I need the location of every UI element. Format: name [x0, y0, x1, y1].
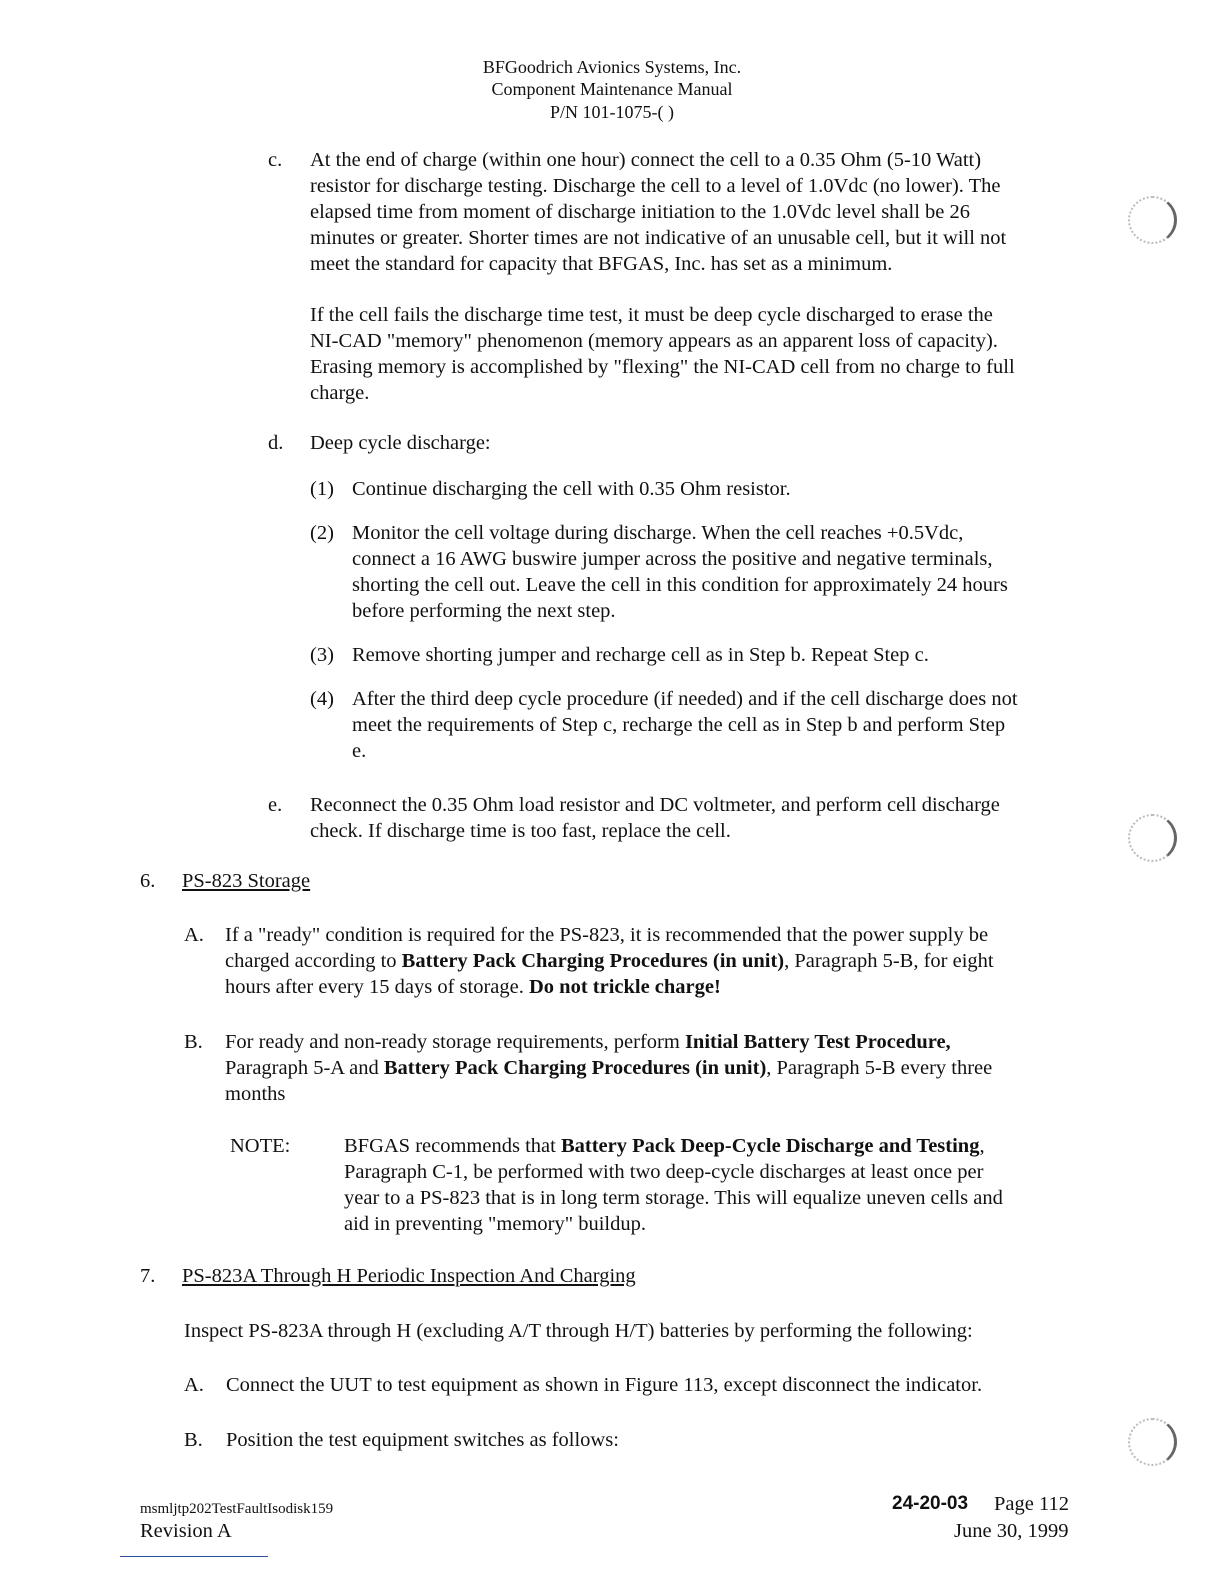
text-line: Paragraph C-1, be performed with two deep-cycle discharges at least once per: [344, 1161, 984, 1183]
warning-text: Do not trickle charge!: [528, 976, 721, 998]
text-line: connect a 16 AWG buswire jumper across the positive and negative terminals,: [352, 548, 993, 570]
procedure-reference: Battery Pack Charging Procedures (in unit): [401, 950, 785, 972]
section-6-a-text: [225, 922, 994, 1000]
text-line: For ready and non-ready storage requirements, perform Initial Battery Test Procedure,: [225, 1031, 951, 1053]
item-e-label: e.: [268, 794, 283, 816]
note-label: NOTE:: [230, 1135, 291, 1157]
text-line: NI-CAD "memory" phenomenon (memory appears as an apparent loss of capacity).: [310, 330, 998, 352]
section-7-b-text: Position the test equipment switches as follows:: [226, 1429, 619, 1451]
text-line: Erasing memory is accomplished by "flexing" the NI-CAD cell from no charge to full: [310, 356, 1015, 378]
item-d-text: Deep cycle discharge:: [310, 432, 491, 454]
section-6-number: 6.: [140, 870, 156, 892]
footer-date: June 30, 1999: [954, 1520, 1069, 1542]
text-line: e.: [352, 740, 367, 762]
text-line: Paragraph 5-A and Battery Pack Charging Procedures (in unit), Paragraph 5-B every three: [225, 1057, 993, 1079]
text-line: charged according to Battery Pack Charging Procedures (in unit), Paragraph 5-B, for eight: [225, 950, 994, 972]
step-3-text: [352, 642, 929, 668]
section-7-a-label: A.: [184, 1374, 204, 1396]
item-e-text: [310, 792, 1000, 844]
section-6-b-label: B.: [184, 1031, 203, 1053]
text-line: Remove shorting jumper and recharge cell as in Step b. Repeat Step c.: [352, 644, 929, 666]
header-manual-title: Component Maintenance Manual: [491, 79, 733, 99]
text-line: After the third deep cycle procedure (if needed) and if the cell discharge does not: [352, 688, 1018, 710]
step-4-number: (4): [310, 688, 334, 710]
text-line: months: [225, 1083, 286, 1105]
binder-hole-2: [1128, 814, 1177, 862]
text-line: shorting the cell out. Leave the cell in this condition for approximately 24 hours: [352, 574, 1008, 596]
procedure-reference: Initial Battery Test Procedure,: [684, 1031, 951, 1053]
step-3-number: (3): [310, 644, 334, 666]
section-6-a-label: A.: [184, 924, 204, 946]
section-7-a-text: Connect the UUT to test equipment as shown in Figure 113, except disconnect the indicator.: [226, 1374, 983, 1396]
text-line: before performing the next step.: [352, 600, 616, 622]
section-6-b-text: [225, 1029, 992, 1107]
text-line: If a "ready" condition is required for the PS-823, it is recommended that the power supply be: [225, 924, 989, 946]
binder-hole-1: [1128, 196, 1177, 244]
header-part-number: P/N 101-1075-( ): [550, 102, 674, 122]
section-7-intro: Inspect PS-823A through H (excluding A/T through H/T) batteries by performing the following:: [184, 1320, 973, 1342]
text-line: meet the requirements of Step c, recharge the cell as in Step b and perform Step: [352, 714, 1006, 736]
item-c-paragraph-2: [310, 302, 1015, 406]
text-line: aid in preventing "memory" buildup.: [344, 1213, 646, 1235]
text-line: elapsed time from moment of discharge initiation to the 1.0Vdc level shall be 26: [310, 201, 971, 223]
section-7-number: 7.: [140, 1265, 156, 1287]
section-6-title: PS-823 Storage: [182, 870, 311, 892]
text-line: year to a PS-823 that is in long term storage. This will equalize uneven cells and: [344, 1187, 1003, 1209]
header-company: BFGoodrich Avionics Systems, Inc.: [482, 57, 742, 77]
text-line: resistor for discharge testing. Discharge the cell to a level of 1.0Vdc (no lower). The: [310, 175, 1001, 197]
step-2-text: [352, 520, 1008, 624]
footer-document-number: 24-20-03: [892, 1493, 969, 1514]
binder-hole-3: [1128, 1418, 1177, 1466]
footer-page-number: Page 112: [994, 1493, 1069, 1515]
text-line: Reconnect the 0.35 Ohm load resistor and DC voltmeter, and perform cell discharge: [310, 794, 1000, 816]
text-line: If the cell fails the discharge time test, it must be deep cycle discharged to erase the: [310, 304, 993, 326]
section-7-title: PS-823A Through H Periodic Inspection And Charging: [182, 1265, 636, 1287]
text-line: Continue discharging the cell with 0.35 Ohm resistor.: [352, 478, 791, 500]
item-d-label: d.: [268, 432, 284, 454]
procedure-reference: Battery Pack Charging Procedures (in unit): [383, 1057, 767, 1079]
footer-revision: Revision A: [140, 1520, 232, 1542]
step-1-text: [352, 476, 791, 502]
step-1-number: (1): [310, 478, 334, 500]
note-text: [344, 1133, 1003, 1237]
bottom-rule: [120, 1556, 268, 1557]
step-2-number: (2): [310, 522, 334, 544]
text-line: charge.: [310, 382, 370, 404]
text-line: hours after every 15 days of storage. Do not trickle charge!: [225, 976, 721, 998]
text-line: Monitor the cell voltage during discharge. When the cell reaches +0.5Vdc,: [352, 522, 964, 544]
section-7-b-label: B.: [184, 1429, 203, 1451]
step-4-text: [352, 686, 1018, 764]
text-line: check. If discharge time is too fast, replace the cell.: [310, 820, 731, 842]
item-c-label: c.: [268, 149, 283, 171]
procedure-reference: Battery Pack Deep-Cycle Discharge and Testing: [560, 1135, 980, 1157]
text-line: meet the standard for capacity that BFGAS, Inc. has set as a minimum.: [310, 253, 893, 275]
text-line: BFGAS recommends that Battery Pack Deep-Cycle Discharge and Testing,: [344, 1135, 985, 1157]
footer-file-name: msmljtp202TestFaultIsodisk159: [140, 1501, 334, 1517]
text-line: minutes or greater. Shorter times are not indicative of an unusable cell, but it will not: [310, 227, 1007, 249]
text-line: At the end of charge (within one hour) connect the cell to a 0.35 Ohm (5-10 Watt): [310, 149, 982, 171]
item-c-text: [310, 147, 1006, 277]
